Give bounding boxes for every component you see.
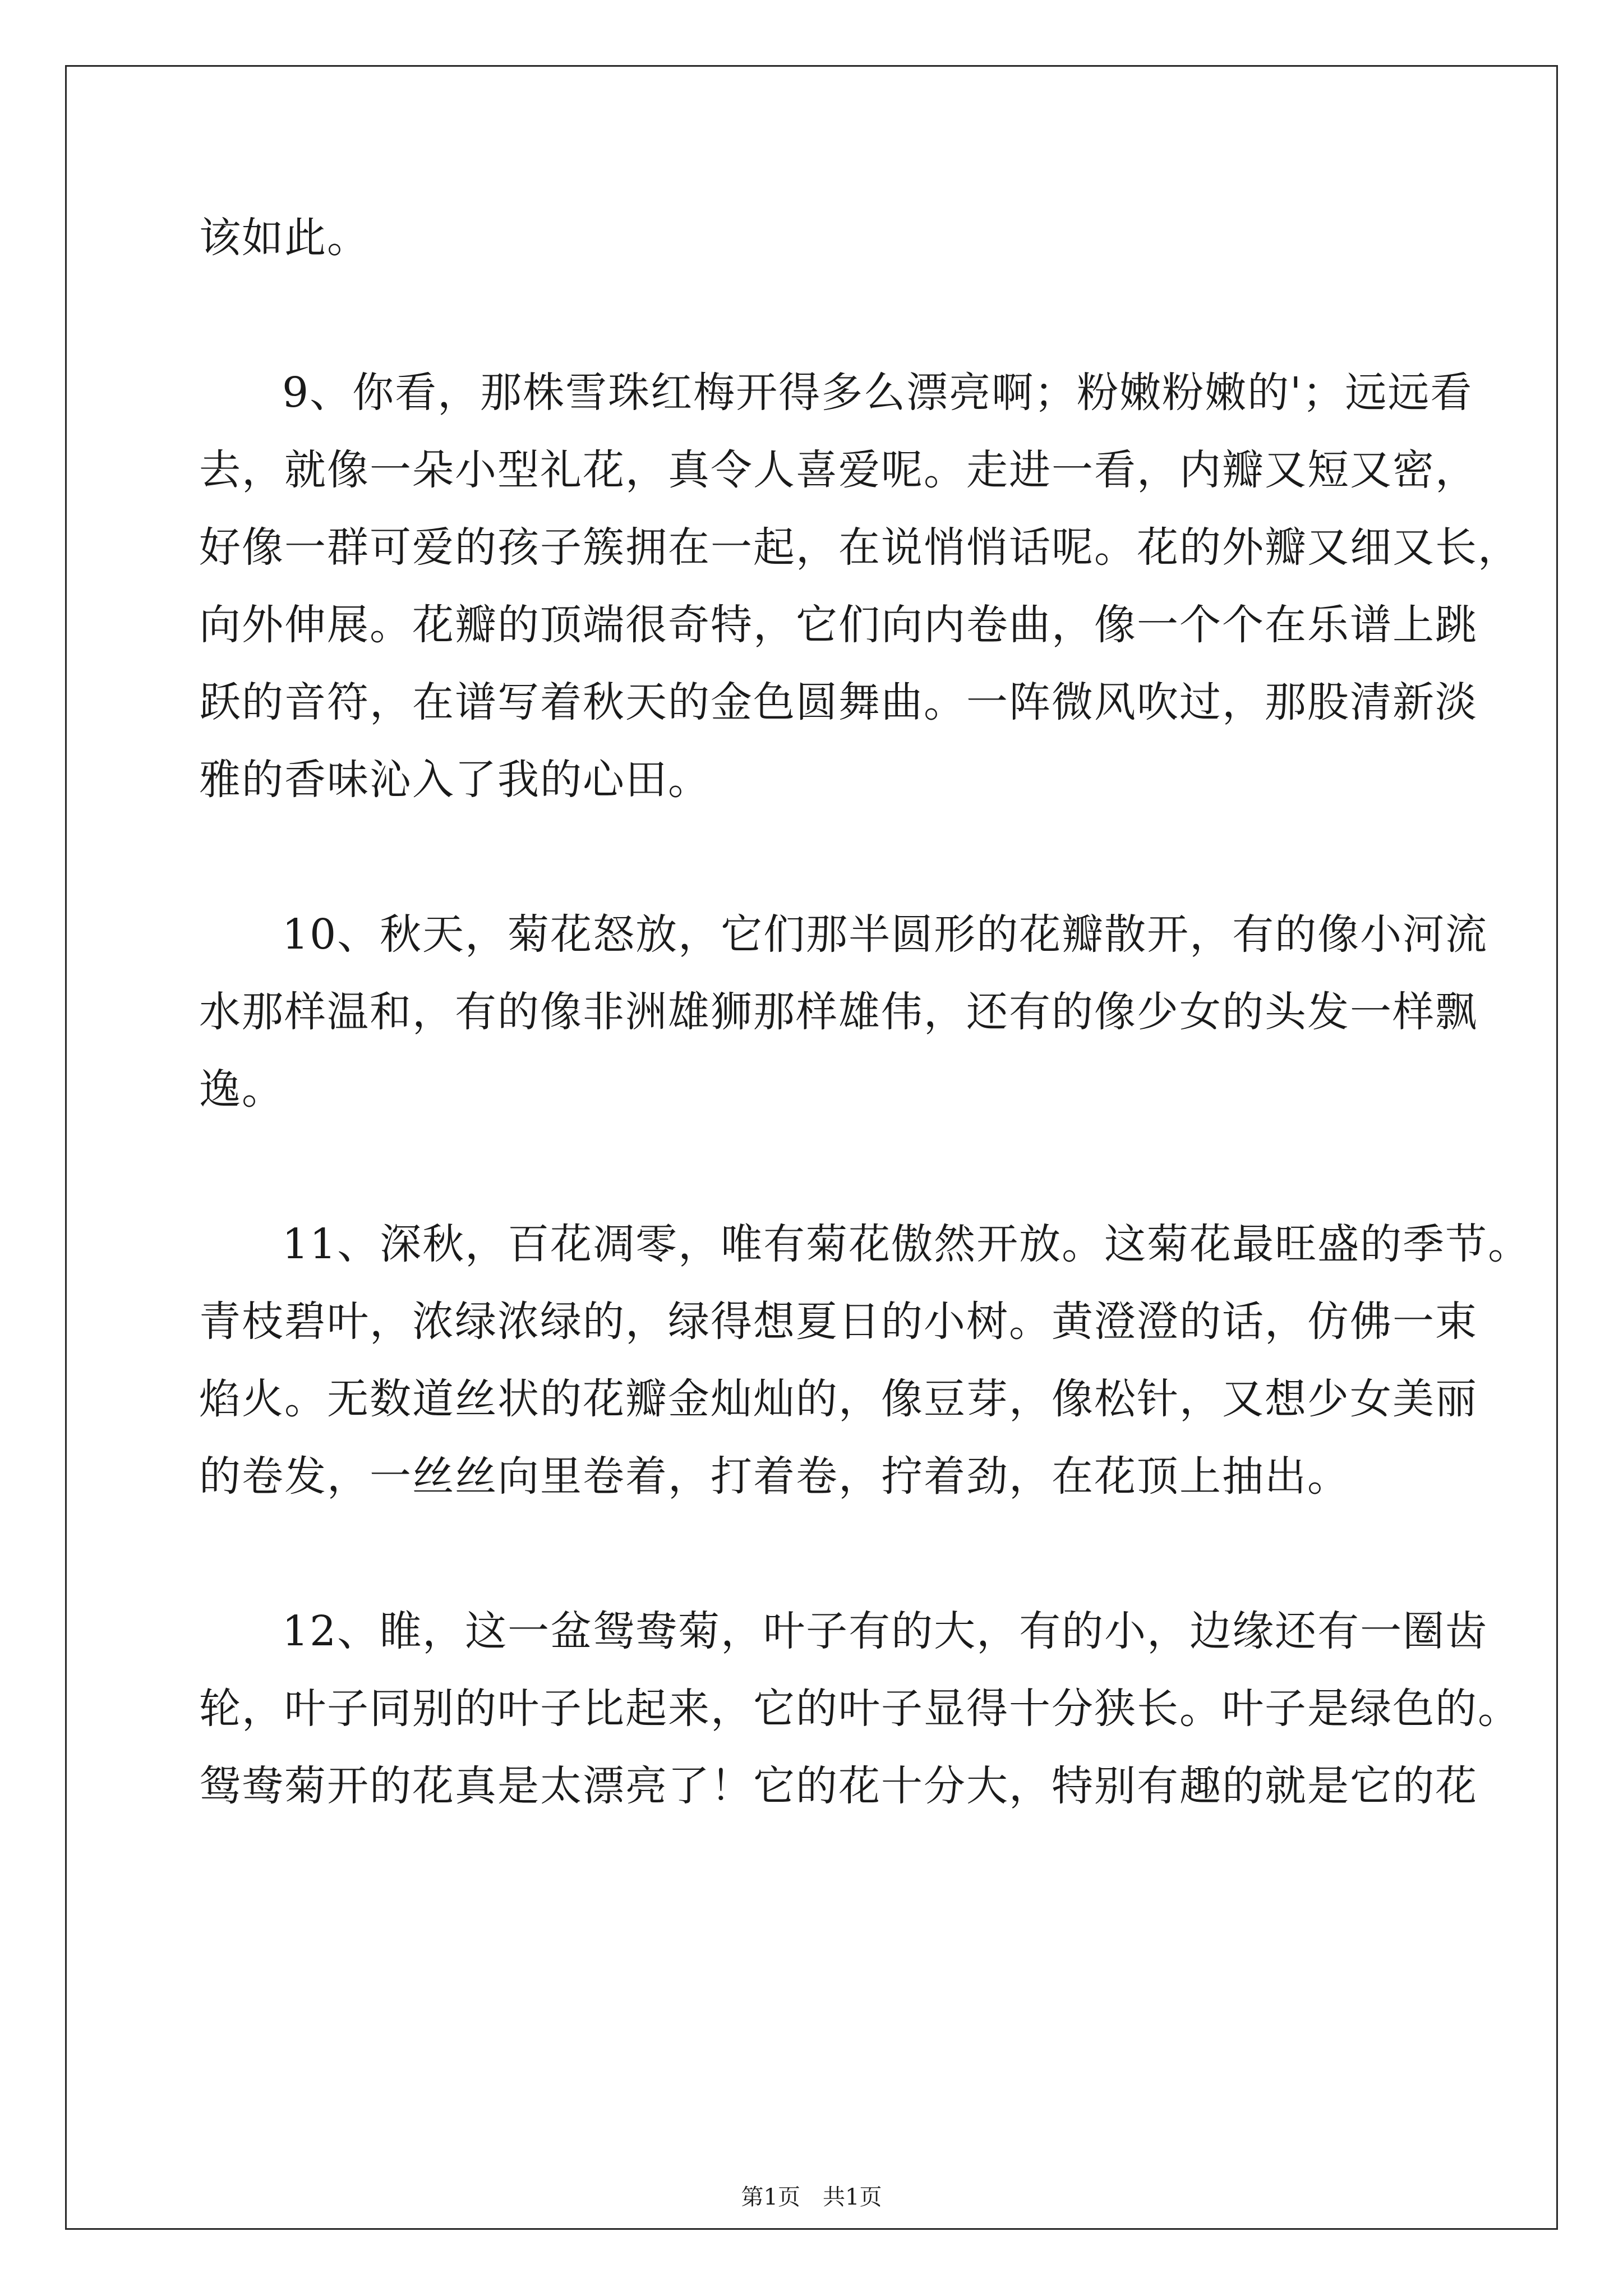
text-line: 鸳鸯菊开的花真是太漂亮了！它的花十分大，特别有趣的就是它的花 [199,1762,1478,1810]
text-line: 逸。 [199,1065,284,1114]
text-line: 水那样温和，有的像非洲雄狮那样雄伟，还有的像少女的头发一样飘 [199,988,1478,1036]
text-line: 该如此。 [199,214,370,262]
paragraph-gap [199,277,1430,354]
text-line: 青枝碧叶，浓绿浓绿的，绿得想夏日的小树。黄澄澄的话，仿佛一束 [199,1297,1478,1346]
text-line: 去，就像一朵小型礼花，真令人喜爱呢。走进一看，内瓣又短又密， [199,446,1478,494]
text-line: 雅的香味沁入了我的心田。 [199,756,711,804]
document-body [199,199,1531,1825]
paragraph-gap [199,1128,1430,1205]
text-line: 焰火。无数道丝状的花瓣金灿灿的，像豆芽，像松针，又想少女美丽 [199,1375,1478,1423]
text-line: 10、秋天，菊花怒放，它们那半圆形的花瓣散开，有的像小河流 [282,910,1488,959]
text-line: 12、睢，这一盆鸳鸯菊，叶子有的大，有的小，边缘还有一圈齿 [282,1607,1488,1655]
text-line: 11、深秋，百花凋零，唯有菊花傲然开放。这菊花最旺盛的季节。 [282,1220,1531,1268]
text-line: 9、你看，那株雪珠红梅开得多么漂亮啊；粉嫩粉嫩的'；远远看 [282,369,1473,417]
text-line: 的卷发，一丝丝向里卷着，打着卷，拧着劲，在花顶上抽出。 [199,1452,1350,1501]
page-number-total: 共1页 [823,2184,882,2210]
text-line: 跃的音符，在谱写着秋天的金色圆舞曲。一阵微风吹过，那股清新淡 [199,678,1478,726]
paragraph-gap [199,818,1430,896]
page-number-current: 第1页 [741,2184,800,2210]
text-line: 好像一群可爱的孩子簇拥在一起，在说悄悄话呢。花的外瓣又细又长， [199,523,1520,572]
paragraph-gap [199,1515,1430,1593]
page-footer [0,2179,1623,2211]
text-line: 轮，叶子同别的叶子比起来，它的叶子显得十分狭长。叶子是绿色的。 [199,1685,1520,1733]
text-line: 向外伸展。花瓣的顶端很奇特，它们向内卷曲，像一个个在乐谱上跳 [199,601,1478,649]
